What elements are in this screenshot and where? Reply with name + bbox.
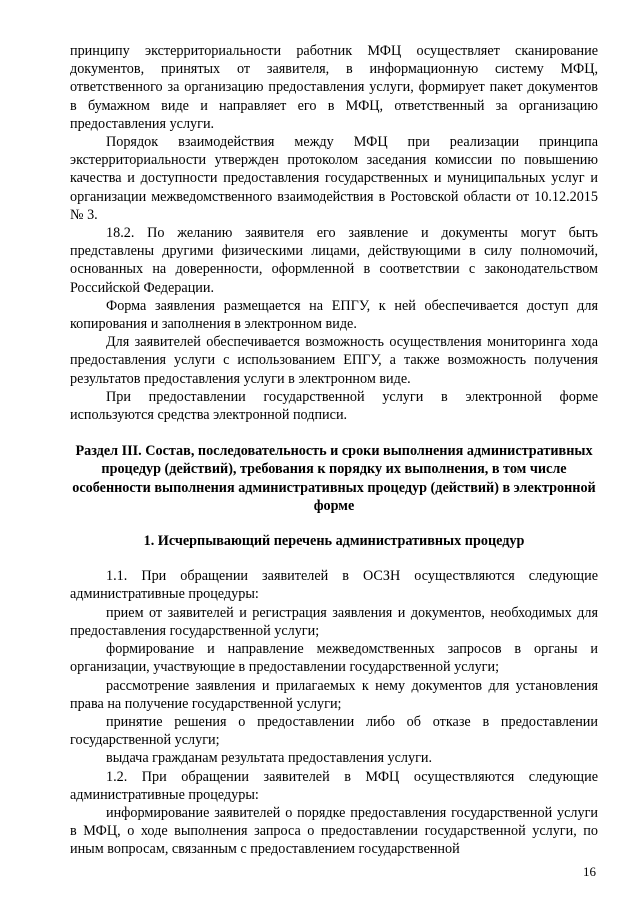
paragraph: При предоставлении государственной услуги в электронной форме используются средства электронной подписи. xyxy=(70,388,598,424)
spacer xyxy=(70,515,598,532)
list-item: информирование заявителей о порядке предоставления государственной услуги в МФЦ, о ходе выполнения запроса о предоставлении государственной услуги, по иным вопросам, связанным с предоставлением государственной xyxy=(70,804,598,858)
list-item: формирование и направление межведомственных запросов в органы и организации, участвующие в предоставлении государственной услуги; xyxy=(70,641,598,676)
section-heading: Раздел III. Состав, последовательность и сроки выполнения административных процедур (действий), требования к порядку их выполнения, в том числе особенности выполнения административных процедур (действий) в электронной форме xyxy=(72,443,596,514)
spacer xyxy=(70,550,598,567)
subsection-heading: 1. Исчерпывающий перечень административных процедур xyxy=(143,533,525,550)
list-item: рассмотрение заявления и прилагаемых к нему документов для установления права на получение государственной услуги; xyxy=(70,677,598,712)
list-item: прием от заявителей и регистрация заявления и документов, необходимых для предоставления государственной услуги; xyxy=(70,604,598,639)
list-item: выдача гражданам результата предоставления услуги. xyxy=(106,750,433,767)
list-item: принятие решения о предоставлении либо об отказе в предоставлении государственной услуги; xyxy=(70,713,598,749)
paragraph: 18.2. По желанию заявителя его заявление и документы могут быть представлены другими физическими лицами, действующими в силу полномочий, основанных на доверенности, оформленной в соответствии с законодательством Российской Федерации. xyxy=(70,225,598,296)
paragraph: Порядок взаимодействия между МФЦ при реализации принципа экстерриториальности утвержден протоколом заседания комиссии по повышению качества и доступности предоставления государственных и муниципальных услуг и организации межведомственного взаимодействия в Ростовской области от 10.12.2015 № 3. xyxy=(70,134,598,223)
paragraph: 1.1. При обращении заявителей в ОСЗН осуществляются следующие административные процедуры: xyxy=(70,568,598,603)
paragraph: принципу экстерриториальности работник МФЦ осуществляет сканирование документов, принятых от заявителя, в информационную систему МФЦ, ответственного за организацию предоставления услуги, формирует пакет документов в бумажном виде и направляет его в МФЦ, ответственный за организацию предоставления услуги. xyxy=(70,43,598,132)
paragraph: 1.2. При обращении заявителей в МФЦ осуществляются следующие административные процедуры: xyxy=(70,768,598,803)
paragraph: Для заявителей обеспечивается возможность осуществления мониторинга хода предоставления услуги с использованием ЕПГУ, а также возможность получения результатов предоставления услуги в электронном виде. xyxy=(70,334,598,387)
paragraph: Форма заявления размещается на ЕПГУ, к ней обеспечивается доступ для копирования и заполнения в электронном виде. xyxy=(70,297,598,333)
document-body xyxy=(70,42,598,859)
spacer xyxy=(70,424,598,442)
page-number: 16 xyxy=(583,864,596,879)
